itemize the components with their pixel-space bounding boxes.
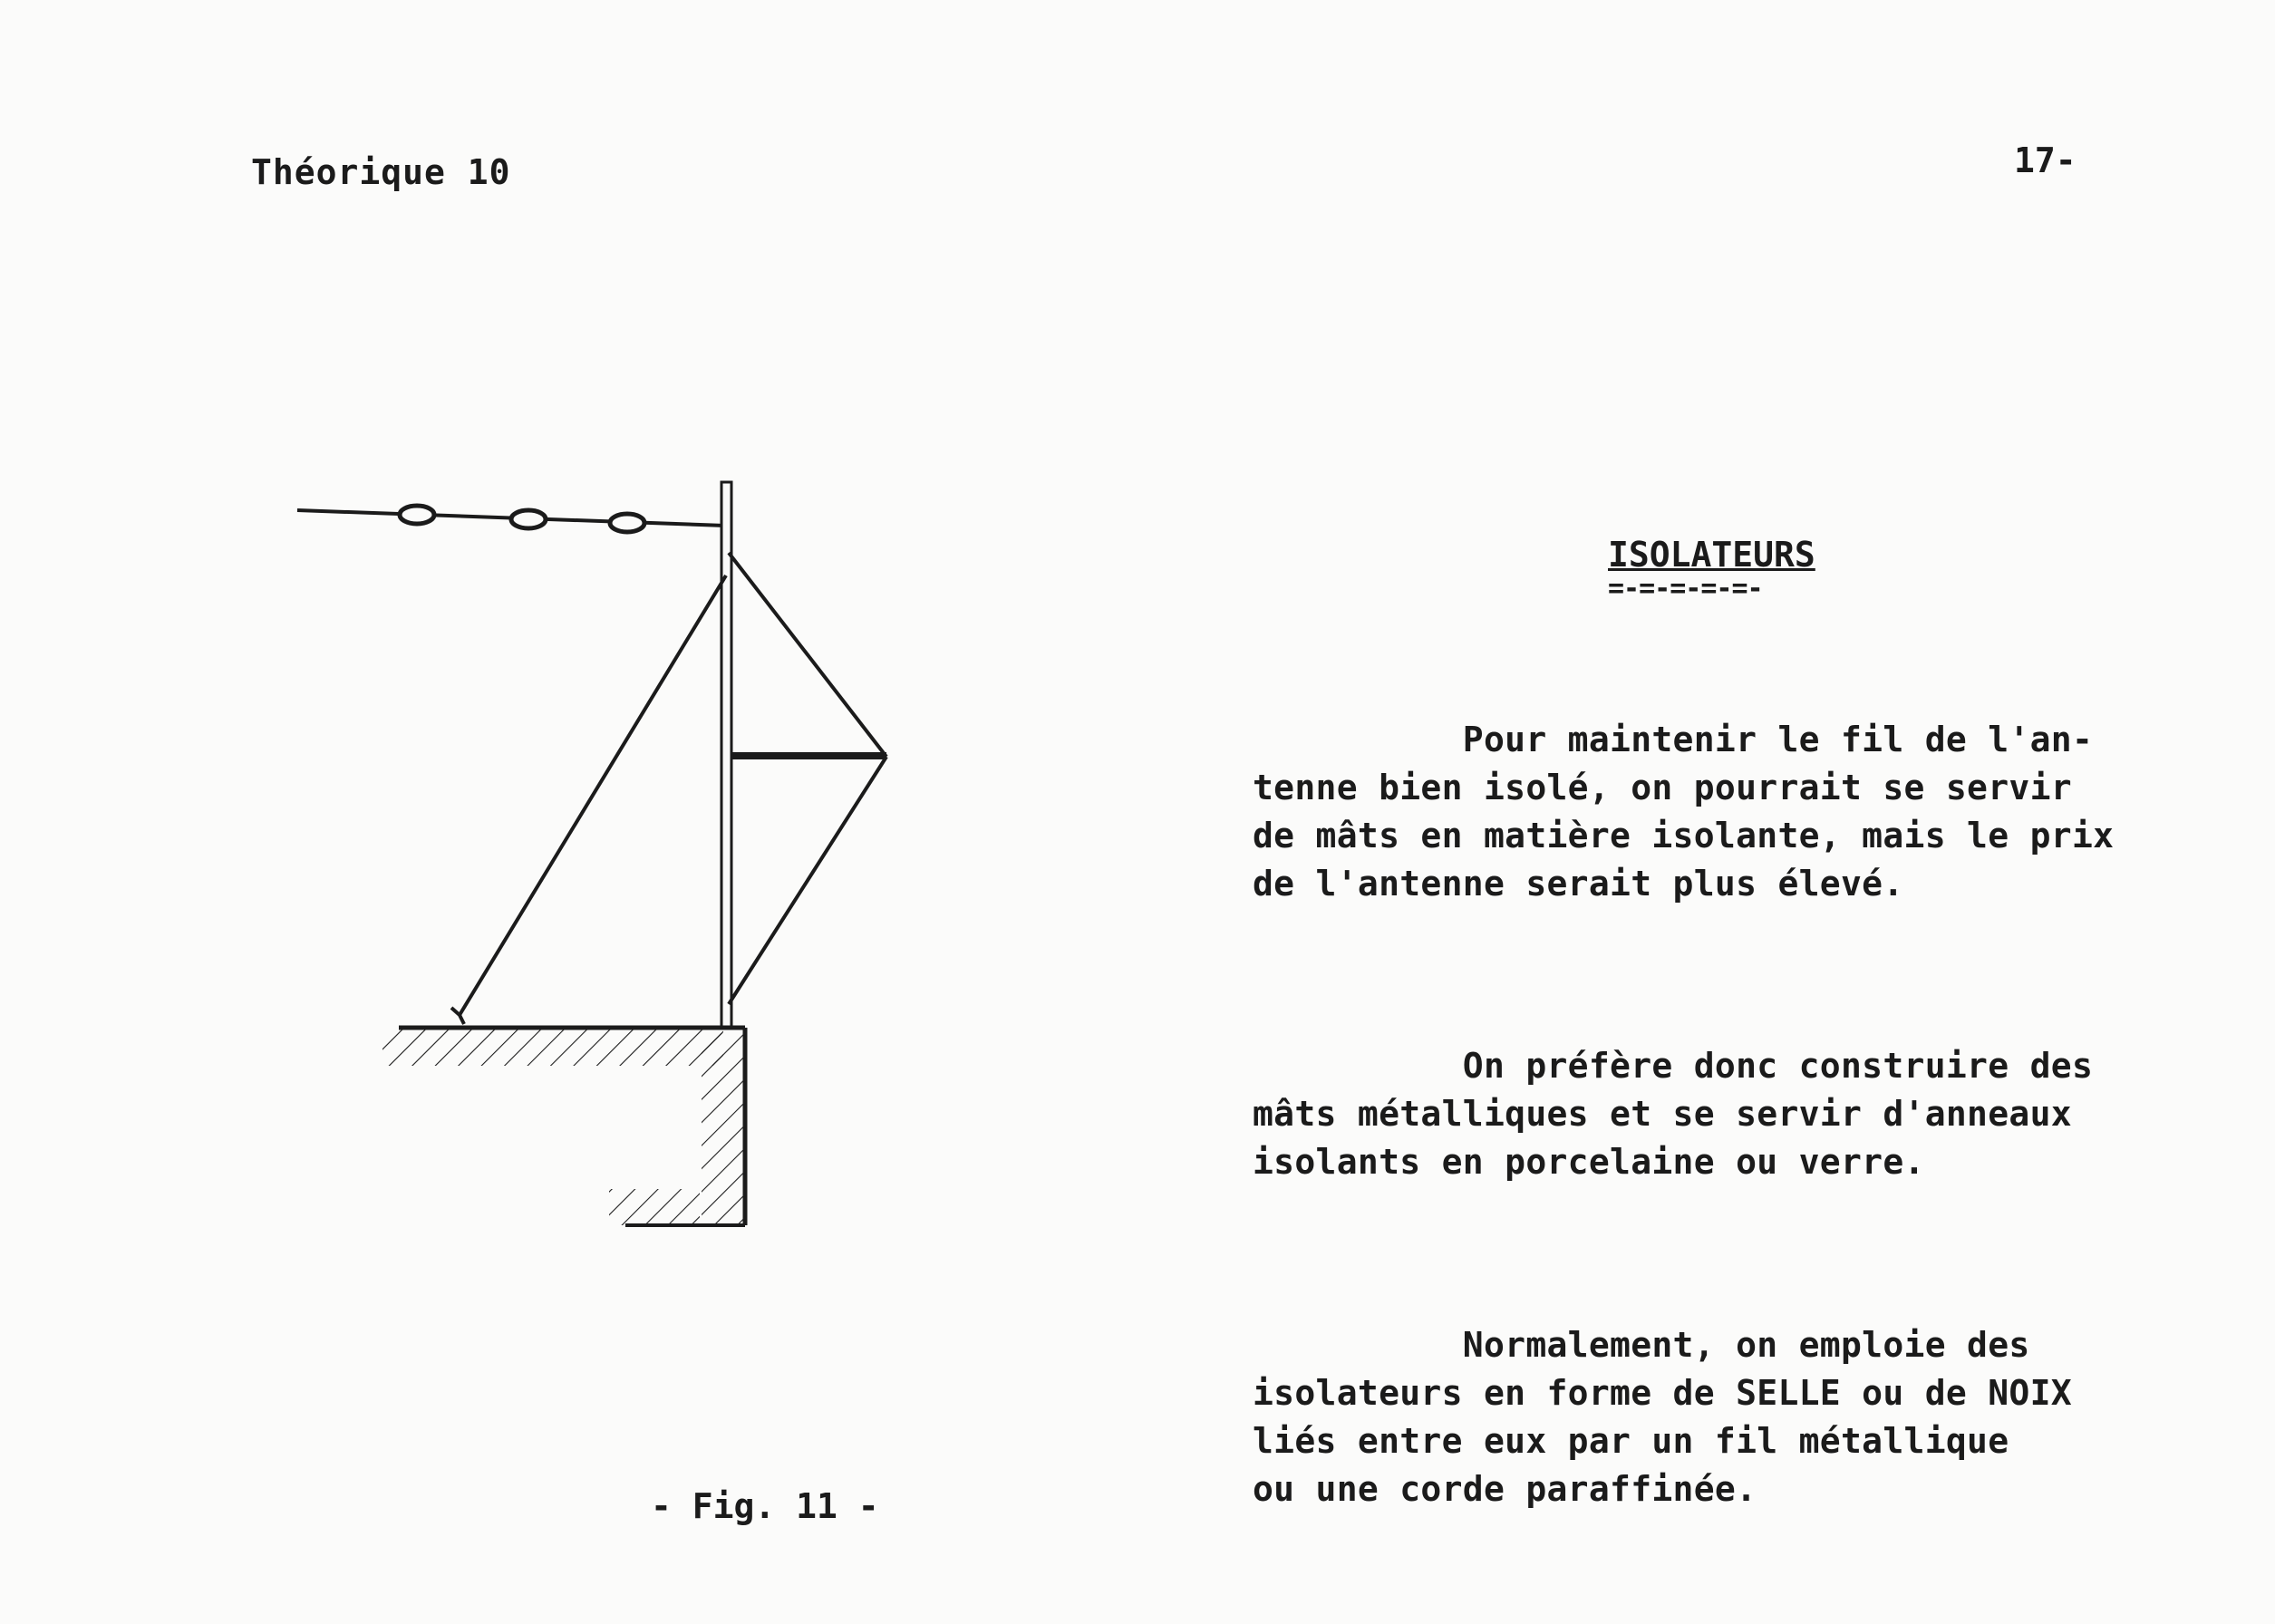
wall-base-hatch	[609, 1189, 700, 1225]
strut-upper	[729, 553, 886, 757]
paragraph: On préfère donc construire des mâts métalliques et se servir d'anneaux isolants en porcelaine ou verre.	[1253, 1046, 2094, 1182]
paragraph: Normalement, on emploie des isolateurs en forme de SELLE ou de NOIX liés entre eux par un fil métallique ou une corde paraffinée.	[1253, 1325, 2072, 1509]
insulator-chain	[400, 506, 644, 532]
paragraph: Pour maintenir le fil de l'an- tenne bien isolé, on pourrait se servir de mâts en matière isolante, mais le prix de l'antenne serait plus élevé.	[1253, 720, 2115, 904]
wall-hatch	[702, 1033, 743, 1223]
figure-caption: - Fig. 11 -	[651, 1486, 879, 1526]
section-title: ISOLATEURS	[1608, 535, 1815, 575]
guy-wire-left	[460, 575, 726, 1015]
antenna-mast-diagram	[272, 444, 961, 1269]
horizontal-arm	[731, 752, 886, 759]
mast	[721, 482, 731, 1028]
insulator	[400, 506, 434, 524]
roof-hatch	[382, 1030, 723, 1066]
header-course-label: Théorique 10	[251, 152, 511, 192]
strut-lower	[729, 757, 886, 1004]
insulator	[610, 514, 644, 532]
antenna-mast-figure	[272, 444, 961, 1269]
insulator	[511, 510, 546, 528]
page-number: 17-	[2014, 140, 2077, 180]
section-title-underline: =-=-=-=-=-	[1608, 573, 1763, 604]
